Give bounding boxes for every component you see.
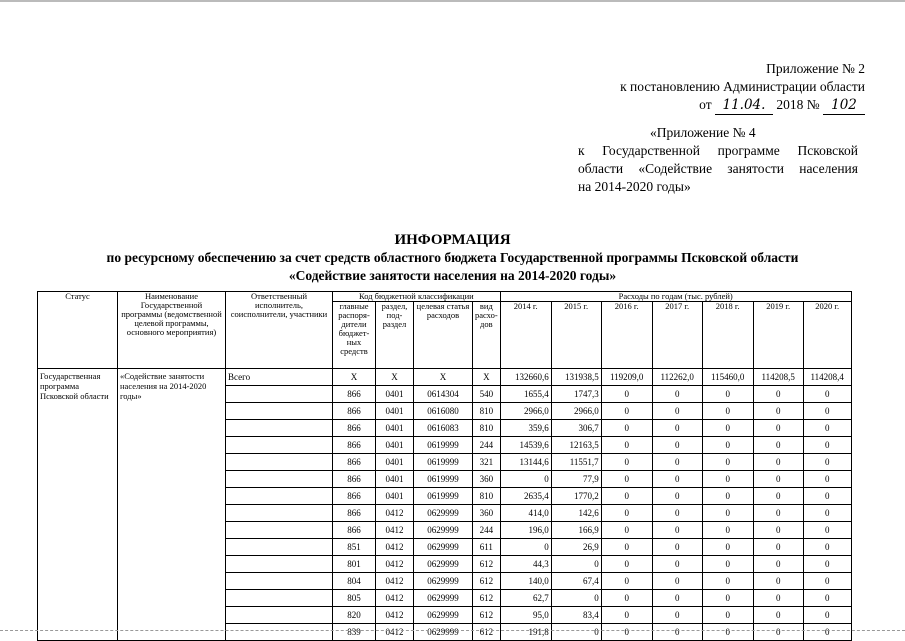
table-cell: 0629999 xyxy=(414,590,473,607)
table-cell: 0 xyxy=(753,403,803,420)
table-cell: 244 xyxy=(473,437,501,454)
table-cell: 1770,2 xyxy=(551,488,601,505)
table-cell: 0 xyxy=(803,505,851,522)
table-cell: 14539,6 xyxy=(500,437,551,454)
table-cell: 0 xyxy=(702,386,753,403)
table-cell: 0 xyxy=(702,522,753,539)
resource-table xyxy=(37,291,852,641)
header-expenses: Расходы по годам (тыс. рублей) xyxy=(500,292,851,302)
table-cell: 0 xyxy=(753,488,803,505)
table-cell: 0616080 xyxy=(414,403,473,420)
table-cell: 612 xyxy=(473,607,501,624)
responsible-total-cell: Всего xyxy=(226,369,333,386)
table-cell: 0401 xyxy=(376,437,414,454)
table-cell: 0412 xyxy=(376,607,414,624)
header-responsible: Ответственный исполнитель, соисполнители, участники xyxy=(226,292,333,369)
table-cell: 0 xyxy=(702,607,753,624)
table-cell: 0 xyxy=(652,454,702,471)
table-cell: 0 xyxy=(803,607,851,624)
responsible-cell xyxy=(226,437,333,454)
table-cell: 0 xyxy=(753,556,803,573)
table-cell: 0401 xyxy=(376,420,414,437)
table-cell: 131938,5 xyxy=(551,369,601,386)
table-cell: 0 xyxy=(702,590,753,607)
table-cell: 0 xyxy=(601,386,652,403)
table-cell: 119209,0 xyxy=(601,369,652,386)
table-cell: 0 xyxy=(601,607,652,624)
responsible-cell xyxy=(226,403,333,420)
table-cell: 866 xyxy=(333,522,376,539)
table-cell: 0 xyxy=(803,403,851,420)
table-cell: 13144,6 xyxy=(500,454,551,471)
table-cell: 0 xyxy=(551,556,601,573)
header-year-2019: 2019 г. xyxy=(753,302,803,369)
table-cell: 0 xyxy=(702,471,753,488)
table-cell: 0 xyxy=(601,454,652,471)
table-cell: 115460,0 xyxy=(702,369,753,386)
table-cell: 0 xyxy=(803,556,851,573)
table-cell: 0 xyxy=(601,505,652,522)
table-cell: 0 xyxy=(803,386,851,403)
table-cell: 0 xyxy=(601,471,652,488)
header-grbs: главные распоря-дители бюджет-ных средств xyxy=(333,302,376,369)
table-cell: 0629999 xyxy=(414,505,473,522)
table-cell: 0 xyxy=(652,590,702,607)
table-cell: 866 xyxy=(333,488,376,505)
table-cell: 0 xyxy=(702,488,753,505)
appendix-2-date-line: от 11.04. 2018 № 102 xyxy=(580,96,865,115)
table-cell: 804 xyxy=(333,573,376,590)
appendix-4-line2: к Государственной программе Псковской xyxy=(578,143,858,158)
scan-edge-top xyxy=(0,0,905,2)
table-cell: 820 xyxy=(333,607,376,624)
table-cell: 0 xyxy=(652,505,702,522)
table-cell: 0629999 xyxy=(414,539,473,556)
table-cell: 0401 xyxy=(376,471,414,488)
table-cell: 0 xyxy=(652,471,702,488)
responsible-cell xyxy=(226,454,333,471)
table-cell: Х xyxy=(333,369,376,386)
table-cell: 0412 xyxy=(376,556,414,573)
document-title: ИНФОРМАЦИЯ xyxy=(394,232,511,248)
table-cell: 0 xyxy=(702,573,753,590)
responsible-cell xyxy=(226,386,333,403)
appendix-2-decree: к постановлению Администрации области xyxy=(620,79,865,94)
table-cell: 0 xyxy=(803,573,851,590)
table-cell: 0 xyxy=(753,386,803,403)
table-cell: 810 xyxy=(473,403,501,420)
table-cell: 1655,4 xyxy=(500,386,551,403)
table-cell: 851 xyxy=(333,539,376,556)
table-cell: 114208,4 xyxy=(803,369,851,386)
table-cell: 142,6 xyxy=(551,505,601,522)
table-cell: 0629999 xyxy=(414,522,473,539)
table-cell: 2966,0 xyxy=(551,403,601,420)
table-cell: 0 xyxy=(753,420,803,437)
table-cell: Х xyxy=(414,369,473,386)
table-cell: 801 xyxy=(333,556,376,573)
table-cell: 805 xyxy=(333,590,376,607)
scan-edge-bottom xyxy=(0,630,905,632)
table-cell: 0 xyxy=(652,488,702,505)
appendix-2-title: Приложение № 2 xyxy=(766,61,865,76)
responsible-cell xyxy=(226,539,333,556)
table-cell: 611 xyxy=(473,539,501,556)
table-cell: 0 xyxy=(500,539,551,556)
table-cell: 360 xyxy=(473,505,501,522)
table-cell: 0616083 xyxy=(414,420,473,437)
table-cell: 0 xyxy=(803,454,851,471)
table-cell: 0 xyxy=(702,505,753,522)
table-cell: 0412 xyxy=(376,624,414,641)
header-year-2020: 2020 г. xyxy=(803,302,851,369)
table-cell: 1747,3 xyxy=(551,386,601,403)
table-cell: 866 xyxy=(333,437,376,454)
responsible-cell xyxy=(226,505,333,522)
responsible-cell xyxy=(226,522,333,539)
table-cell: 0 xyxy=(601,590,652,607)
table-cell: 360 xyxy=(473,471,501,488)
table-cell: 0 xyxy=(702,454,753,471)
table-cell: 866 xyxy=(333,386,376,403)
table-cell: 0 xyxy=(652,437,702,454)
table-cell: 0 xyxy=(652,420,702,437)
table-cell: 0 xyxy=(702,624,753,641)
table-cell: 0 xyxy=(753,471,803,488)
header-year-2017: 2017 г. xyxy=(652,302,702,369)
table-cell: 44,3 xyxy=(500,556,551,573)
table-cell: 191,8 xyxy=(500,624,551,641)
table-cell: 112262,0 xyxy=(652,369,702,386)
table-cell: 0 xyxy=(601,437,652,454)
table-cell: 0629999 xyxy=(414,573,473,590)
table-cell: 0 xyxy=(803,437,851,454)
table-cell: 0614304 xyxy=(414,386,473,403)
table-cell: 0 xyxy=(753,624,803,641)
table-cell: 612 xyxy=(473,590,501,607)
header-year-2015: 2015 г. xyxy=(551,302,601,369)
table-cell: 612 xyxy=(473,556,501,573)
table-cell: 0619999 xyxy=(414,471,473,488)
table-cell: 0629999 xyxy=(414,556,473,573)
program-status-cell: Государственная программа Псковской области xyxy=(38,369,118,641)
table-cell: 866 xyxy=(333,420,376,437)
table-cell: 866 xyxy=(333,403,376,420)
program-name-title: «Содействие занятости населения на 2014-2020 годы» xyxy=(288,268,617,283)
table-cell: 0 xyxy=(652,386,702,403)
table-cell: 0412 xyxy=(376,505,414,522)
table-cell: 0 xyxy=(652,624,702,641)
table-cell: 0629999 xyxy=(414,624,473,641)
table-cell: 321 xyxy=(473,454,501,471)
header-budget-code: Код бюджетной классификации xyxy=(333,292,501,302)
table-cell: 0 xyxy=(753,454,803,471)
table-cell: 12163,5 xyxy=(551,437,601,454)
table-cell: 166,9 xyxy=(551,522,601,539)
header-name: Наименование Государственной программы (ведомственной целевой программы, основного мероприятия) xyxy=(118,292,226,369)
table-cell: 0 xyxy=(652,403,702,420)
table-cell: 866 xyxy=(333,505,376,522)
handwritten-date: 11.04. xyxy=(715,96,773,115)
table-cell: 95,0 xyxy=(500,607,551,624)
table-cell: 11551,7 xyxy=(551,454,601,471)
table-cell: 0412 xyxy=(376,590,414,607)
header-vr: вид расхо-дов xyxy=(473,302,501,369)
table-cell: 0 xyxy=(803,471,851,488)
table-cell: 0401 xyxy=(376,386,414,403)
table-cell: 0 xyxy=(601,539,652,556)
responsible-cell xyxy=(226,573,333,590)
table-cell: 0 xyxy=(753,607,803,624)
table-cell: 612 xyxy=(473,624,501,641)
header-rzpr: раздел, под-раздел xyxy=(376,302,414,369)
header-status: Статус xyxy=(38,292,118,369)
table-cell: 26,9 xyxy=(551,539,601,556)
table-cell: 0 xyxy=(551,590,601,607)
table-cell: 0 xyxy=(652,607,702,624)
table-cell: 866 xyxy=(333,454,376,471)
table-cell: 839 xyxy=(333,624,376,641)
table-cell: 0412 xyxy=(376,522,414,539)
table-cell: 244 xyxy=(473,522,501,539)
table-cell: 0 xyxy=(702,403,753,420)
program-name-cell: «Содействие занятости населения на 2014-2020 годы» xyxy=(118,369,226,641)
table-cell: 810 xyxy=(473,420,501,437)
appendix-4-block xyxy=(578,124,858,196)
responsible-cell xyxy=(226,556,333,573)
responsible-cell xyxy=(226,471,333,488)
table-cell: 0 xyxy=(803,488,851,505)
table-cell: 0 xyxy=(601,522,652,539)
table-cell: 132660,6 xyxy=(500,369,551,386)
header-year-2016: 2016 г. xyxy=(601,302,652,369)
table-cell: 0401 xyxy=(376,488,414,505)
table-cell: 0619999 xyxy=(414,437,473,454)
table-cell: 114208,5 xyxy=(753,369,803,386)
responsible-cell xyxy=(226,420,333,437)
responsible-cell xyxy=(226,488,333,505)
table-cell: 0 xyxy=(601,403,652,420)
appendix-2-block xyxy=(580,60,865,115)
table-cell: 0 xyxy=(803,539,851,556)
table-cell: 0 xyxy=(652,556,702,573)
table-cell: 0 xyxy=(601,488,652,505)
table-cell: Х xyxy=(473,369,501,386)
responsible-cell xyxy=(226,624,333,641)
table-cell: 612 xyxy=(473,573,501,590)
table-cell: 0412 xyxy=(376,573,414,590)
table-cell: 0 xyxy=(753,522,803,539)
table-cell: 0 xyxy=(803,420,851,437)
table-cell: 0 xyxy=(753,539,803,556)
table-cell: 2635,4 xyxy=(500,488,551,505)
responsible-cell xyxy=(226,607,333,624)
header-year-2018: 2018 г. xyxy=(702,302,753,369)
table-cell: 0 xyxy=(601,420,652,437)
table-cell: 0 xyxy=(803,624,851,641)
table-cell: 0 xyxy=(601,556,652,573)
appendix-4-line3: области «Содействие занятости населения xyxy=(578,161,858,176)
table-cell: 0629999 xyxy=(414,607,473,624)
table-cell: 0 xyxy=(702,539,753,556)
table-cell: 0619999 xyxy=(414,488,473,505)
table-cell: 359,6 xyxy=(500,420,551,437)
table-cell: 0 xyxy=(753,437,803,454)
appendix-4-line4: на 2014-2020 годы» xyxy=(578,179,691,194)
table-cell: 0 xyxy=(803,522,851,539)
table-cell: 0 xyxy=(601,573,652,590)
table-cell: 2966,0 xyxy=(500,403,551,420)
table-cell: 414,0 xyxy=(500,505,551,522)
table-row xyxy=(38,369,852,386)
table-cell: 62,7 xyxy=(500,590,551,607)
table-cell: 866 xyxy=(333,471,376,488)
table-cell: 77,9 xyxy=(551,471,601,488)
table-cell: 196,0 xyxy=(500,522,551,539)
handwritten-number: 102 xyxy=(823,96,865,115)
responsible-cell xyxy=(226,590,333,607)
header-year-2014: 2014 г. xyxy=(500,302,551,369)
table-cell: 0 xyxy=(753,505,803,522)
table-cell: 0 xyxy=(702,437,753,454)
table-cell: 0 xyxy=(652,573,702,590)
table-cell: 83,4 xyxy=(551,607,601,624)
table-cell: 67,4 xyxy=(551,573,601,590)
appendix-4-title: «Приложение № 4 xyxy=(650,125,756,140)
table-cell: 0401 xyxy=(376,403,414,420)
table-cell: 0 xyxy=(652,539,702,556)
table-cell: 0 xyxy=(753,573,803,590)
table-cell: 810 xyxy=(473,488,501,505)
document-subtitle: по ресурсному обеспечению за счет средств областного бюджета Государственной программы Псковской области xyxy=(106,250,799,265)
table-cell: 0 xyxy=(601,624,652,641)
table-cell: 540 xyxy=(473,386,501,403)
table-cell: 0619999 xyxy=(414,454,473,471)
table-cell: 0 xyxy=(551,624,601,641)
table-cell: Х xyxy=(376,369,414,386)
table-cell: 306,7 xyxy=(551,420,601,437)
table-cell: 0 xyxy=(500,471,551,488)
table-cell: 0 xyxy=(753,590,803,607)
table-cell: 0 xyxy=(702,420,753,437)
table-cell: 0412 xyxy=(376,539,414,556)
table-cell: 0 xyxy=(702,556,753,573)
table-cell: 0 xyxy=(652,522,702,539)
header-csr: целевая статья расходов xyxy=(414,302,473,369)
table-cell: 0401 xyxy=(376,454,414,471)
header-row-1 xyxy=(38,292,852,302)
table-cell: 140,0 xyxy=(500,573,551,590)
table-cell: 0 xyxy=(803,590,851,607)
